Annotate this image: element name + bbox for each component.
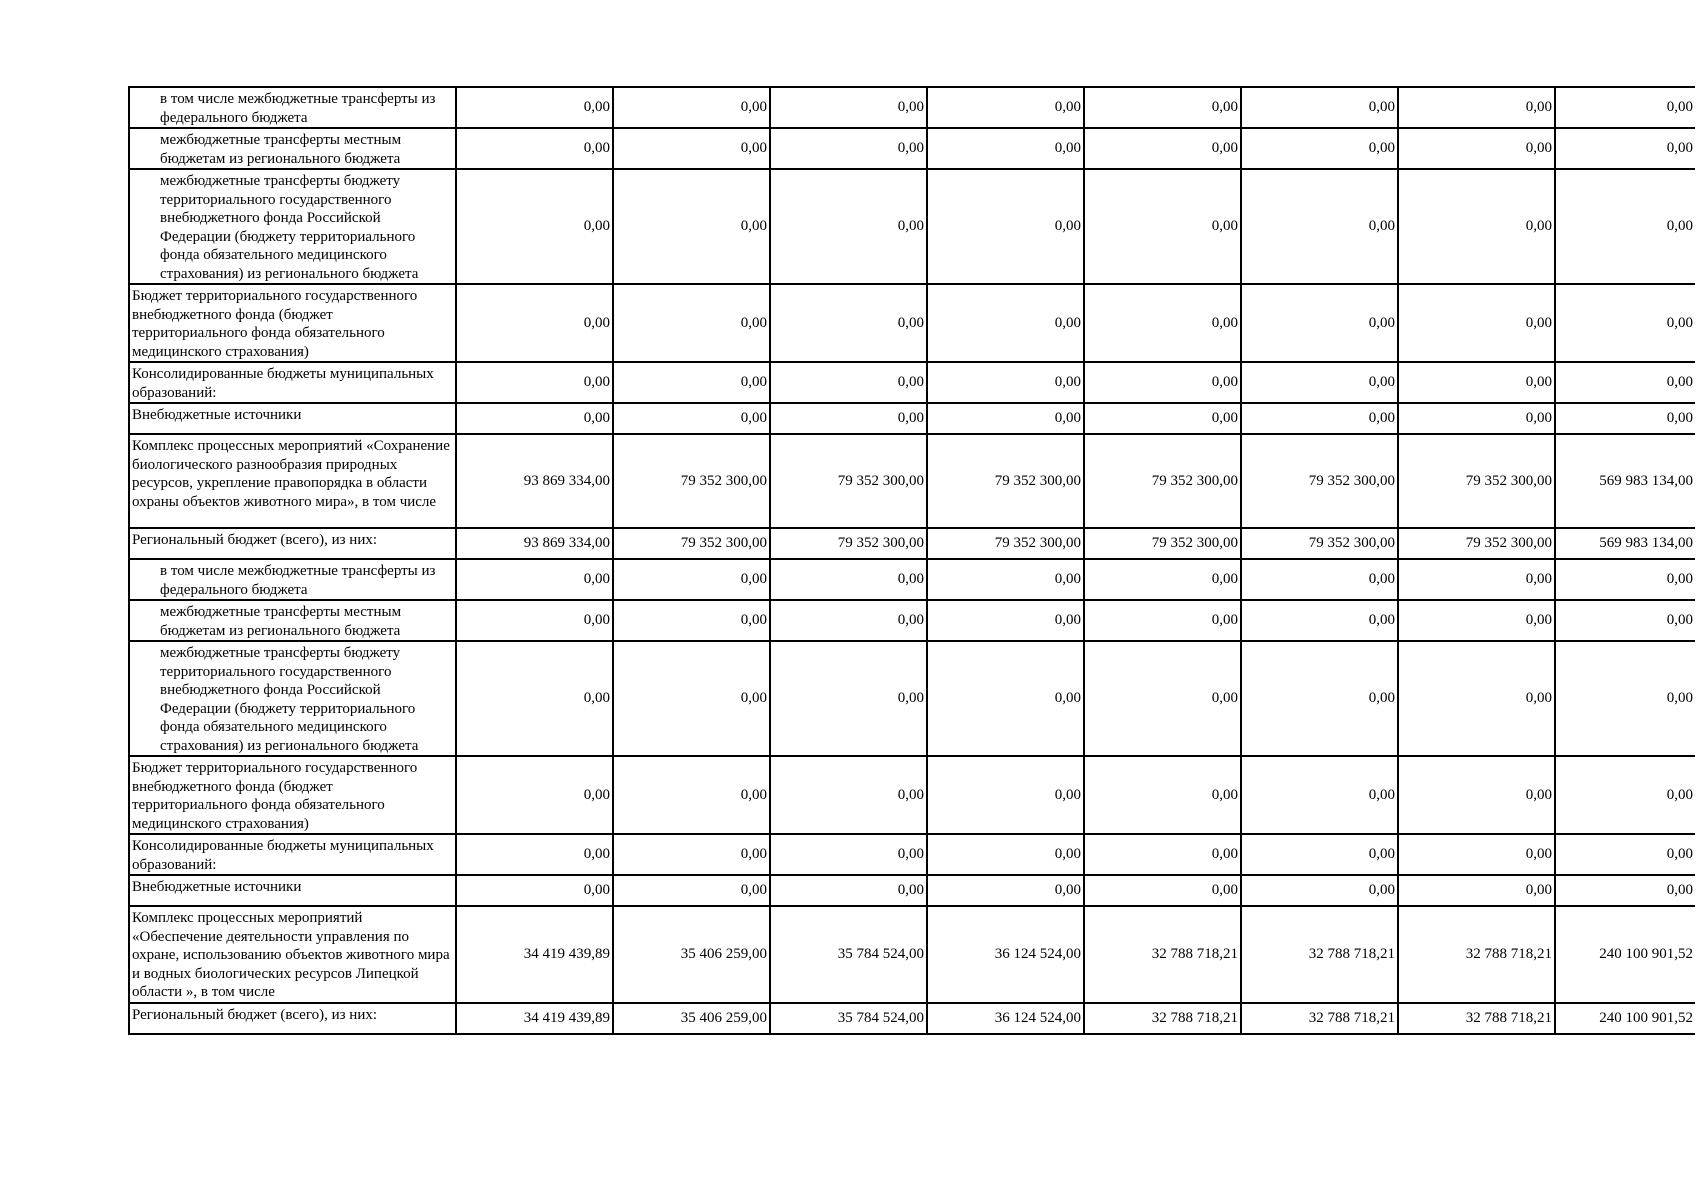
value-cell: 0,00 <box>1084 756 1241 834</box>
row-label: Консолидированные бюджеты муниципальных образований: <box>129 362 456 403</box>
value-cell: 32 788 718,21 <box>1241 1003 1398 1034</box>
table-body <box>129 87 1695 1034</box>
value-cell: 79 352 300,00 <box>927 528 1084 559</box>
table-row <box>129 834 1695 875</box>
value-cell: 0,00 <box>613 87 770 128</box>
value-cell: 0,00 <box>1241 87 1398 128</box>
value-cell: 36 124 524,00 <box>927 1003 1084 1034</box>
value-cell: 0,00 <box>1241 641 1398 756</box>
table-row <box>129 906 1695 1003</box>
value-cell: 0,00 <box>1555 169 1695 284</box>
value-cell: 0,00 <box>1555 362 1695 403</box>
value-cell: 0,00 <box>927 169 1084 284</box>
value-cell: 0,00 <box>613 641 770 756</box>
value-cell: 0,00 <box>456 169 613 284</box>
value-cell: 240 100 901,52 <box>1555 906 1695 1003</box>
value-cell: 79 352 300,00 <box>770 528 927 559</box>
value-cell: 0,00 <box>1398 559 1555 600</box>
row-label: Консолидированные бюджеты муниципальных образований: <box>129 834 456 875</box>
value-cell: 0,00 <box>1241 834 1398 875</box>
value-cell: 0,00 <box>1398 834 1555 875</box>
value-cell: 569 983 134,00 <box>1555 434 1695 528</box>
value-cell: 0,00 <box>1084 875 1241 906</box>
value-cell: 0,00 <box>770 559 927 600</box>
value-cell: 0,00 <box>1084 559 1241 600</box>
value-cell: 0,00 <box>1241 362 1398 403</box>
value-cell: 0,00 <box>1398 756 1555 834</box>
row-label: Бюджет территориального государственного внебюджетного фонда (бюджет территориального фонда обязательного медицинского страхования) <box>129 284 456 362</box>
value-cell: 0,00 <box>613 128 770 169</box>
row-label: в том числе межбюджетные трансферты из федерального бюджета <box>129 87 456 128</box>
value-cell: 32 788 718,21 <box>1084 1003 1241 1034</box>
value-cell: 0,00 <box>770 87 927 128</box>
value-cell: 0,00 <box>1241 559 1398 600</box>
value-cell: 0,00 <box>1241 756 1398 834</box>
value-cell: 0,00 <box>1555 128 1695 169</box>
value-cell: 79 352 300,00 <box>1084 528 1241 559</box>
value-cell: 35 784 524,00 <box>770 906 927 1003</box>
value-cell: 0,00 <box>1084 600 1241 641</box>
table-row <box>129 128 1695 169</box>
value-cell: 0,00 <box>1398 362 1555 403</box>
row-label: Внебюджетные источники <box>129 875 456 906</box>
value-cell: 569 983 134,00 <box>1555 528 1695 559</box>
row-label: Комплекс процессных мероприятий «Сохранение биологического разнообразия природных ресурсов, укрепление правопорядка в области охраны объектов животного мира», в том числе <box>129 434 456 528</box>
value-cell: 0,00 <box>456 403 613 434</box>
value-cell: 0,00 <box>456 559 613 600</box>
table-row <box>129 284 1695 362</box>
value-cell: 0,00 <box>1084 641 1241 756</box>
value-cell: 0,00 <box>927 834 1084 875</box>
value-cell: 0,00 <box>1398 128 1555 169</box>
value-cell: 79 352 300,00 <box>770 434 927 528</box>
value-cell: 0,00 <box>1241 403 1398 434</box>
value-cell: 32 788 718,21 <box>1241 906 1398 1003</box>
row-label: межбюджетные трансферты бюджету территориального государственного внебюджетного фонда Российской Федерации (бюджету территориального фонда обязательного медицинского страхования) из регионального бюджета <box>129 169 456 284</box>
value-cell: 79 352 300,00 <box>1398 528 1555 559</box>
value-cell: 0,00 <box>1398 641 1555 756</box>
value-cell: 0,00 <box>1241 600 1398 641</box>
value-cell: 0,00 <box>927 559 1084 600</box>
value-cell: 0,00 <box>770 641 927 756</box>
value-cell: 0,00 <box>1555 559 1695 600</box>
value-cell: 0,00 <box>927 284 1084 362</box>
value-cell: 0,00 <box>613 362 770 403</box>
value-cell: 35 784 524,00 <box>770 1003 927 1034</box>
value-cell: 79 352 300,00 <box>927 434 1084 528</box>
value-cell: 0,00 <box>1555 87 1695 128</box>
value-cell: 0,00 <box>770 756 927 834</box>
value-cell: 0,00 <box>927 87 1084 128</box>
value-cell: 0,00 <box>1084 169 1241 284</box>
value-cell: 0,00 <box>613 284 770 362</box>
table-row <box>129 756 1695 834</box>
value-cell: 0,00 <box>1241 875 1398 906</box>
value-cell: 0,00 <box>927 756 1084 834</box>
value-cell: 0,00 <box>770 362 927 403</box>
value-cell: 0,00 <box>1398 87 1555 128</box>
table-row <box>129 600 1695 641</box>
table-row <box>129 403 1695 434</box>
value-cell: 79 352 300,00 <box>613 434 770 528</box>
value-cell: 32 788 718,21 <box>1398 1003 1555 1034</box>
value-cell: 0,00 <box>770 169 927 284</box>
value-cell: 0,00 <box>613 756 770 834</box>
value-cell: 0,00 <box>613 875 770 906</box>
value-cell: 0,00 <box>456 834 613 875</box>
value-cell: 0,00 <box>770 128 927 169</box>
value-cell: 79 352 300,00 <box>1398 434 1555 528</box>
table-row <box>129 875 1695 906</box>
value-cell: 0,00 <box>927 403 1084 434</box>
value-cell: 0,00 <box>1398 600 1555 641</box>
table-row <box>129 528 1695 559</box>
value-cell: 32 788 718,21 <box>1084 906 1241 1003</box>
value-cell: 240 100 901,52 <box>1555 1003 1695 1034</box>
value-cell: 0,00 <box>613 169 770 284</box>
value-cell: 0,00 <box>456 87 613 128</box>
value-cell: 79 352 300,00 <box>1084 434 1241 528</box>
value-cell: 0,00 <box>1241 169 1398 284</box>
value-cell: 0,00 <box>1398 284 1555 362</box>
budget-table <box>128 86 1695 1035</box>
value-cell: 34 419 439,89 <box>456 1003 613 1034</box>
value-cell: 0,00 <box>927 600 1084 641</box>
row-label: Внебюджетные источники <box>129 403 456 434</box>
value-cell: 0,00 <box>1398 169 1555 284</box>
value-cell: 35 406 259,00 <box>613 906 770 1003</box>
value-cell: 0,00 <box>1555 875 1695 906</box>
value-cell: 0,00 <box>1555 600 1695 641</box>
value-cell: 0,00 <box>456 284 613 362</box>
row-label: Региональный бюджет (всего), из них: <box>129 528 456 559</box>
value-cell: 0,00 <box>1555 641 1695 756</box>
row-label: Комплекс процессных мероприятий «Обеспечение деятельности управления по охране, использованию объектов животного мира и водных биологических ресурсов Липецкой области », в том числе <box>129 906 456 1003</box>
row-label: межбюджетные трансферты местным бюджетам из регионального бюджета <box>129 128 456 169</box>
table-row <box>129 559 1695 600</box>
value-cell: 0,00 <box>770 875 927 906</box>
value-cell: 0,00 <box>1084 834 1241 875</box>
value-cell: 0,00 <box>1241 128 1398 169</box>
value-cell: 0,00 <box>1555 756 1695 834</box>
table-row <box>129 87 1695 128</box>
value-cell: 0,00 <box>456 641 613 756</box>
value-cell: 0,00 <box>770 834 927 875</box>
value-cell: 0,00 <box>1084 128 1241 169</box>
value-cell: 0,00 <box>1084 284 1241 362</box>
value-cell: 79 352 300,00 <box>1241 434 1398 528</box>
table-row <box>129 362 1695 403</box>
value-cell: 0,00 <box>1084 362 1241 403</box>
value-cell: 0,00 <box>1084 403 1241 434</box>
value-cell: 0,00 <box>927 362 1084 403</box>
value-cell: 0,00 <box>1241 284 1398 362</box>
value-cell: 0,00 <box>1555 834 1695 875</box>
value-cell: 0,00 <box>1398 875 1555 906</box>
value-cell: 36 124 524,00 <box>927 906 1084 1003</box>
value-cell: 0,00 <box>456 875 613 906</box>
value-cell: 35 406 259,00 <box>613 1003 770 1034</box>
value-cell: 0,00 <box>927 875 1084 906</box>
value-cell: 0,00 <box>456 128 613 169</box>
value-cell: 0,00 <box>456 756 613 834</box>
table-row <box>129 641 1695 756</box>
value-cell: 0,00 <box>770 284 927 362</box>
value-cell: 34 419 439,89 <box>456 906 613 1003</box>
value-cell: 0,00 <box>927 641 1084 756</box>
table-row <box>129 1003 1695 1034</box>
value-cell: 93 869 334,00 <box>456 528 613 559</box>
value-cell: 0,00 <box>456 600 613 641</box>
table-row <box>129 169 1695 284</box>
value-cell: 0,00 <box>770 600 927 641</box>
value-cell: 0,00 <box>770 403 927 434</box>
value-cell: 93 869 334,00 <box>456 434 613 528</box>
value-cell: 0,00 <box>1398 403 1555 434</box>
row-label: межбюджетные трансферты местным бюджетам из регионального бюджета <box>129 600 456 641</box>
row-label: Бюджет территориального государственного внебюджетного фонда (бюджет территориального фонда обязательного медицинского страхования) <box>129 756 456 834</box>
row-label: Региональный бюджет (всего), из них: <box>129 1003 456 1034</box>
table-row <box>129 434 1695 528</box>
value-cell: 32 788 718,21 <box>1398 906 1555 1003</box>
value-cell: 0,00 <box>927 128 1084 169</box>
value-cell: 0,00 <box>613 834 770 875</box>
value-cell: 0,00 <box>613 600 770 641</box>
value-cell: 0,00 <box>1555 284 1695 362</box>
row-label: в том числе межбюджетные трансферты из федерального бюджета <box>129 559 456 600</box>
value-cell: 0,00 <box>1084 87 1241 128</box>
value-cell: 0,00 <box>456 362 613 403</box>
value-cell: 79 352 300,00 <box>1241 528 1398 559</box>
row-label: межбюджетные трансферты бюджету территориального государственного внебюджетного фонда Российской Федерации (бюджету территориального фонда обязательного медицинского страхования) из регионального бюджета <box>129 641 456 756</box>
value-cell: 0,00 <box>1555 403 1695 434</box>
value-cell: 79 352 300,00 <box>613 528 770 559</box>
value-cell: 0,00 <box>613 559 770 600</box>
value-cell: 0,00 <box>613 403 770 434</box>
